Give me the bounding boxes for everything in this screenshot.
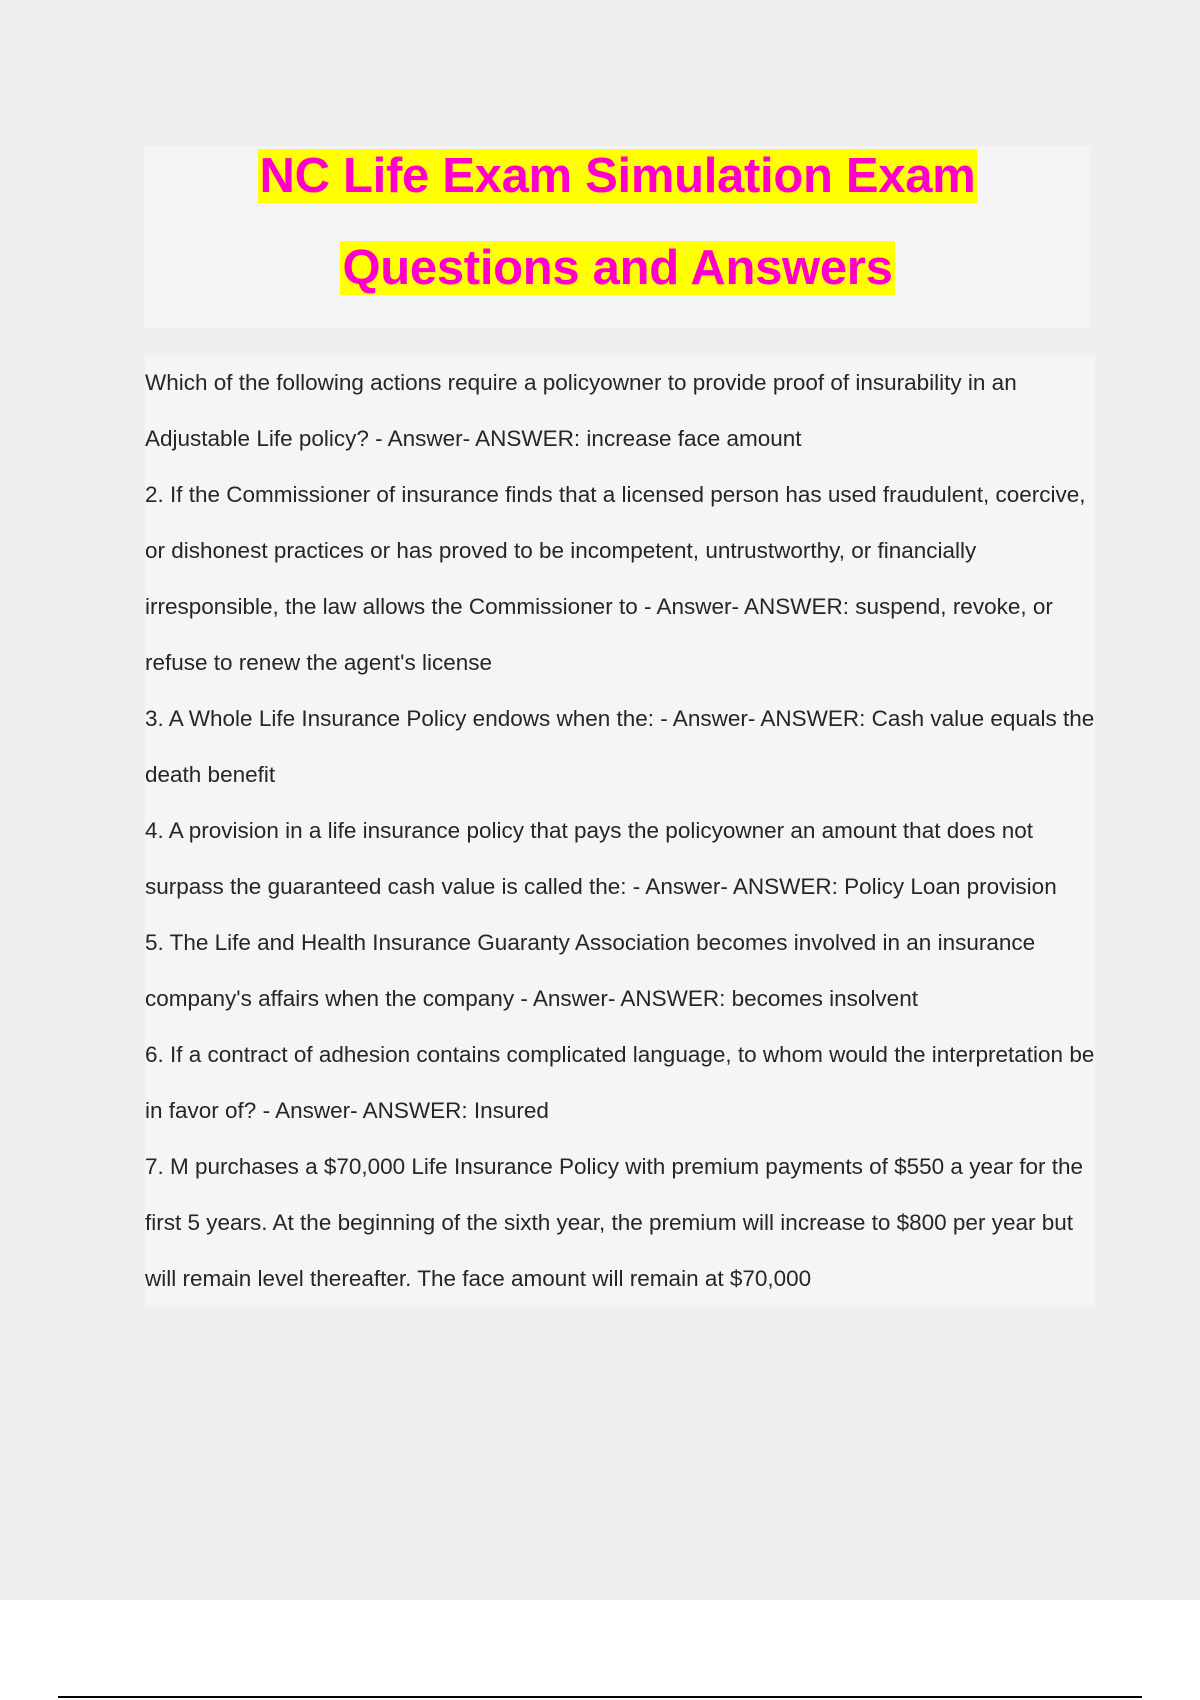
qa-paragraph: 2. If the Commissioner of insurance finds that a licensed person has used fraudulent, coercive, or dishonest practices or has proved to be incompetent, untrustworthy, or financially irresponsible, the law allows the Commissioner to - Answer- ANSWER: suspend, revoke, or refuse to renew the agent's license [145, 482, 1086, 675]
page-title-line-1 [144, 146, 1091, 206]
qa-paragraph: Which of the following actions require a policyowner to provide proof of insurability in an Adjustable Life policy? - Answer- ANSWER: increase face amount [145, 370, 1017, 451]
qa-paragraph: 3. A Whole Life Insurance Policy endows when the: - Answer- ANSWER: Cash value equals the death benefit [145, 706, 1095, 787]
title-highlight-1: NC Life Exam Simulation Exam [259, 149, 976, 203]
qa-paragraph: 7. M purchases a $70,000 Life Insurance Policy with premium payments of $550 a year for the first 5 years. At the beginning of the sixth year, the premium will increase to $800 per year but will remain level thereafter. The face amount will remain at $70,000 [145, 1154, 1084, 1291]
qa-paragraph: 4. A provision in a life insurance policy that pays the policyowner an amount that does not surpass the guaranteed cash value is called the: - Answer- ANSWER: Policy Loan provision [145, 818, 1057, 899]
footer-divider [58, 1696, 1142, 1698]
qa-paragraph: 5. The Life and Health Insurance Guaranty Association becomes involved in an insurance company's affairs when the company - Answer- ANSWER: becomes insolvent [145, 930, 1036, 1011]
page-title-line-2 [144, 238, 1091, 298]
qa-paragraph: 6. If a contract of adhesion contains complicated language, to whom would the interpretation be in favor of? - Answer- ANSWER: Insured [145, 1042, 1095, 1123]
title-highlight-2: Questions and Answers [342, 241, 893, 295]
document-body [145, 355, 1095, 1307]
title-block [144, 146, 1091, 328]
